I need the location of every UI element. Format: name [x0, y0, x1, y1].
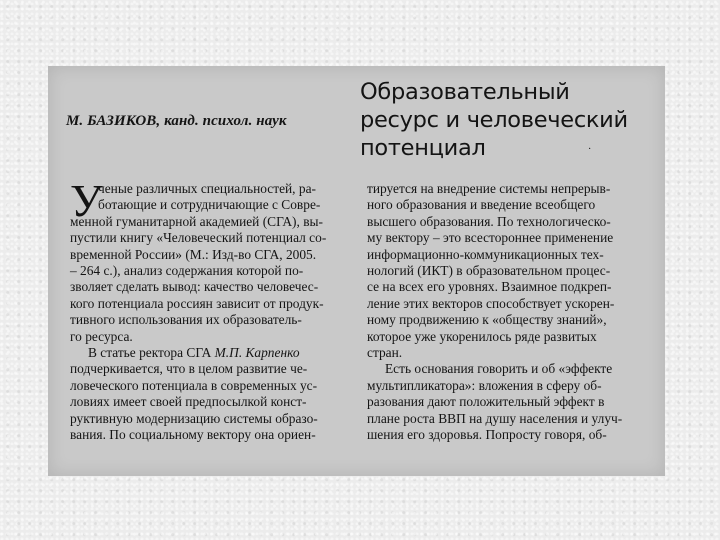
right-line-2: ного образования и введение всеобщего — [367, 197, 596, 213]
scanned-article — [48, 66, 665, 476]
right-line-6: нологий (ИКТ) в образовательном процес- — [367, 263, 611, 279]
right-line-8: ление этих векторов способствует ускорен- — [367, 295, 615, 311]
title-line-3: потенциал — [360, 135, 486, 161]
right-line-11: стран. — [367, 345, 403, 361]
left-line-7: зволяет сделать вывод: качество человечес- — [70, 279, 319, 295]
left-line-12: подчеркивается, что в целом развитие че- — [70, 361, 308, 377]
left-line-4: пустили книгу «Человеческий потенциал со- — [70, 230, 327, 246]
left-column — [70, 181, 326, 444]
left-line-13: ловеческого потенциала в современных ус- — [70, 377, 318, 393]
left-line-11-text: В статье ректора СГА — [88, 345, 215, 361]
left-line-1: ченые различных специальностей, ра- — [98, 181, 316, 196]
right-line-9: ному продвижению к «обществу знаний», — [367, 312, 607, 328]
left-line-6: – 264 с.), анализ содержания которой по- — [70, 263, 304, 279]
right-line-14: разования дают положительный эффект в — [367, 394, 605, 410]
left-line-16: вания. По социальному вектору она ориен- — [70, 427, 316, 443]
right-line-12: Есть основания говорить и об «эффекте — [385, 361, 613, 377]
author-line: М. БАЗИКОВ, канд. психол. наук — [66, 113, 287, 129]
right-line-5: информационно-коммуникационных тех- — [367, 246, 604, 262]
right-line-15: плане роста ВВП на душу населения и улуч- — [367, 410, 623, 426]
rector-name: М.П. Карпенко — [214, 345, 300, 361]
speck: · — [588, 144, 592, 155]
left-line-8: кого потенциала россиян зависит от продук- — [70, 295, 324, 311]
bleed-through-text — [58, 68, 64, 96]
left-line-14: ловиях имеет своей предпосылкой конст- — [70, 394, 307, 410]
right-line-10: которое уже укоренилось ряде развитых — [367, 328, 597, 344]
right-line-13: мультипликатора»: вложения в сферу об- — [367, 377, 602, 393]
right-line-7: се на всех его уровнях. Взаимное подкреп- — [367, 279, 612, 295]
right-line-1: тируется на внедрение системы непрерыв- — [367, 181, 611, 196]
left-line-10: го ресурса. — [70, 328, 133, 344]
title-line-1: Образовательный — [360, 79, 570, 105]
right-line-3: высшего образования. По технологическо- — [367, 213, 611, 229]
left-line-2: ботающие и сотрудничающие с Совре- — [98, 197, 321, 213]
right-line-4: му вектору – это всестороннее применение — [367, 230, 614, 246]
right-line-16: шения его здоровья. Попросту говоря, об- — [367, 427, 607, 443]
title-line-2: ресурс и человеческий — [360, 107, 628, 133]
left-line-3: менной гуманитарной академией (СГА), вы- — [70, 213, 323, 229]
drop-cap: У — [70, 175, 103, 226]
right-column — [367, 181, 622, 444]
left-line-11 — [70, 345, 326, 361]
left-line-15: руктивную модернизацию системы образо- — [70, 410, 318, 426]
left-line-9: тивного использования их образователь- — [70, 312, 302, 328]
left-line-5: временной России» (М.: Изд-во СГА, 2005. — [70, 246, 317, 262]
